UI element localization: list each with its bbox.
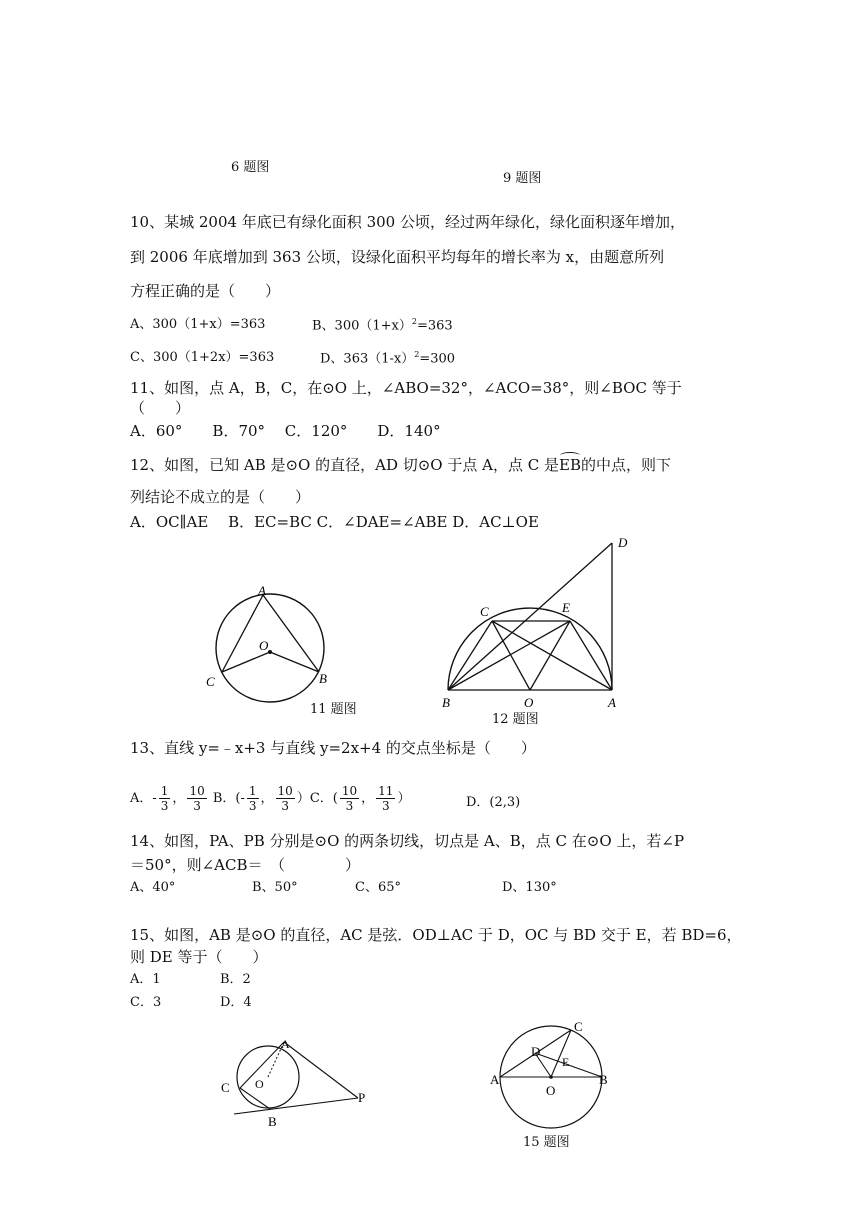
q15-line-1: 15、如图，AB 是⊙O 的直径，AC 是弦．OD⊥AC 于 D，OC 与 BD 交于 E，若 BD=6， xyxy=(130,926,742,944)
q14-option-d: D、130° xyxy=(502,880,557,895)
fraction-numerator: 10 xyxy=(277,784,293,798)
fig15-label-b: B xyxy=(599,1072,608,1087)
figure-9-caption: 9 题图 xyxy=(503,171,542,186)
fraction-numerator: 10 xyxy=(189,784,205,798)
q13-option-a-prefix: A．- xyxy=(130,791,157,806)
q13-fraction-3 xyxy=(247,784,259,813)
separator: ， xyxy=(172,791,186,806)
q15-option-a: A．1 xyxy=(130,972,161,987)
fraction-numerator: 1 xyxy=(160,784,169,798)
fig15-label-o: O xyxy=(546,1083,556,1098)
q12-line-1-pre: 12、如图，已知 AB 是⊙O 的直径，AD 切⊙O 于点 A，点 C 是 xyxy=(130,456,559,474)
q10-option-d-tail: =300 xyxy=(419,351,456,367)
q10-option-d-exponent: 2 xyxy=(414,350,420,359)
fig12-label-d: D xyxy=(618,535,628,550)
fig15-label-c: C xyxy=(574,1019,583,1034)
fig14-label-a: A xyxy=(281,1037,290,1051)
q13-fraction-4 xyxy=(276,784,295,813)
fig12-label-e: E xyxy=(562,600,570,615)
fig11-label-b: B xyxy=(319,671,327,686)
fig12-label-c: C xyxy=(480,604,489,619)
figure-12-diagram xyxy=(440,535,640,710)
q11-line-2: （ ） xyxy=(130,399,191,417)
fig14-label-p: P xyxy=(358,1090,366,1105)
q10-option-b-tail: =363 xyxy=(416,318,453,334)
fig11-label-o: O xyxy=(259,638,269,653)
q11-options: A．60° B．70° C．120° D．140° xyxy=(130,422,441,440)
q13-option-c-prefix: ）C．( xyxy=(296,791,338,806)
fraction-denominator: 3 xyxy=(281,799,289,813)
q10-line-3: 方程正确的是（ ） xyxy=(130,282,281,300)
q10-option-b xyxy=(312,317,453,334)
q14-line-2: ＝50°，则∠ACB＝ （ ） xyxy=(130,856,360,874)
figure-15-caption: 15 题图 xyxy=(523,1135,570,1150)
arc-eb-label: EB xyxy=(559,456,581,474)
q12-line-1-post: 的中点，则下 xyxy=(580,456,671,474)
fraction-numerator: 1 xyxy=(248,784,257,798)
figure-15-diagram xyxy=(488,1018,628,1148)
q14-option-a: A、40° xyxy=(130,880,176,895)
q13-option-b-prefix: B．(- xyxy=(212,791,245,806)
q10-option-d xyxy=(320,350,455,367)
q13-fraction-5 xyxy=(340,784,359,813)
fig11-label-c: C xyxy=(206,674,215,689)
fraction-denominator: 3 xyxy=(248,799,257,813)
q13-option-d: D．(2,3) xyxy=(466,795,521,810)
fig12-label-a: A xyxy=(608,695,616,710)
q10-line-1: 10、某城 2004 年底已有绿化面积 300 公顷，经过两年绿化，绿化面积逐年增加， xyxy=(130,213,685,231)
q10-option-a: A、300（1+x）=363 xyxy=(130,317,266,332)
figure-14-diagram xyxy=(210,1030,380,1130)
q10-option-b-exponent: 2 xyxy=(411,317,417,326)
q15-option-d: D．4 xyxy=(220,995,252,1010)
fraction-numerator: 11 xyxy=(378,784,394,798)
q10-option-c: C、300（1+2x）=363 xyxy=(130,350,275,365)
q12-line-2: 列结论不成立的是（ ） xyxy=(130,488,311,506)
fig12-label-o: O xyxy=(524,695,534,710)
fig15-label-d: D xyxy=(531,1044,541,1059)
q15-option-c: C．3 xyxy=(130,995,162,1010)
q14-option-b: B、50° xyxy=(252,880,298,895)
fraction-denominator: 3 xyxy=(381,799,390,813)
fig14-label-b: B xyxy=(268,1114,277,1129)
fig14-label-c: C xyxy=(221,1080,230,1095)
fraction-numerator: 10 xyxy=(341,784,358,798)
q14-option-c: C、65° xyxy=(355,880,401,895)
q13-option-c-suffix: ） xyxy=(397,791,411,806)
fig15-label-a: A xyxy=(490,1072,500,1087)
fig15-label-e: E xyxy=(562,1055,570,1069)
fig11-circle xyxy=(216,594,324,702)
q13-line-1: 13、直线 y=﹣x+3 与直线 y=2x+4 的交点坐标是（ ） xyxy=(130,739,536,757)
q13-fraction-2 xyxy=(187,784,206,813)
q12-line-1 xyxy=(130,456,671,474)
fraction-denominator: 3 xyxy=(193,799,201,813)
fraction-denominator: 3 xyxy=(160,799,169,813)
fraction-denominator: 3 xyxy=(345,799,354,813)
q14-line-1: 14、如图，PA、PB 分别是⊙O 的两条切线，切点是 A、B，点 C 在⊙O 上，若∠P xyxy=(130,832,685,850)
q13-options xyxy=(130,784,410,813)
separator: ， xyxy=(260,791,274,806)
fig14-label-o: O xyxy=(255,1077,264,1091)
q13-fraction-1 xyxy=(159,784,171,813)
q10-line-2: 到 2006 年底增加到 363 公顷，设绿化面积平均每年的增长率为 x，由题意所列 xyxy=(130,248,665,266)
figure-11-caption: 11 题图 xyxy=(310,702,357,717)
q15-option-b: B．2 xyxy=(220,972,251,987)
q10-option-d-text: D、363（1-x） xyxy=(320,351,415,367)
q13-fraction-6 xyxy=(376,784,395,813)
separator: ， xyxy=(361,791,375,806)
fig12-label-b: B xyxy=(442,695,450,710)
q10-option-b-text: B、300（1+x） xyxy=(312,318,412,334)
figure-12-caption: 12 题图 xyxy=(492,712,539,727)
figure-6-caption: 6 题图 xyxy=(231,160,270,175)
q12-options: A．OC∥AE B．EC=BC C．∠DAE=∠ABE D．AC⊥OE xyxy=(130,513,539,531)
fig11-label-a: A xyxy=(258,583,266,598)
q15-line-2: 则 DE 等于（ ） xyxy=(130,948,268,966)
q11-line-1: 11、如图，点 A，B，C，在⊙O 上，∠ABO=32°，∠ACO=38°，则∠BOC 等于 xyxy=(130,379,682,397)
figure-11-diagram xyxy=(208,583,338,713)
